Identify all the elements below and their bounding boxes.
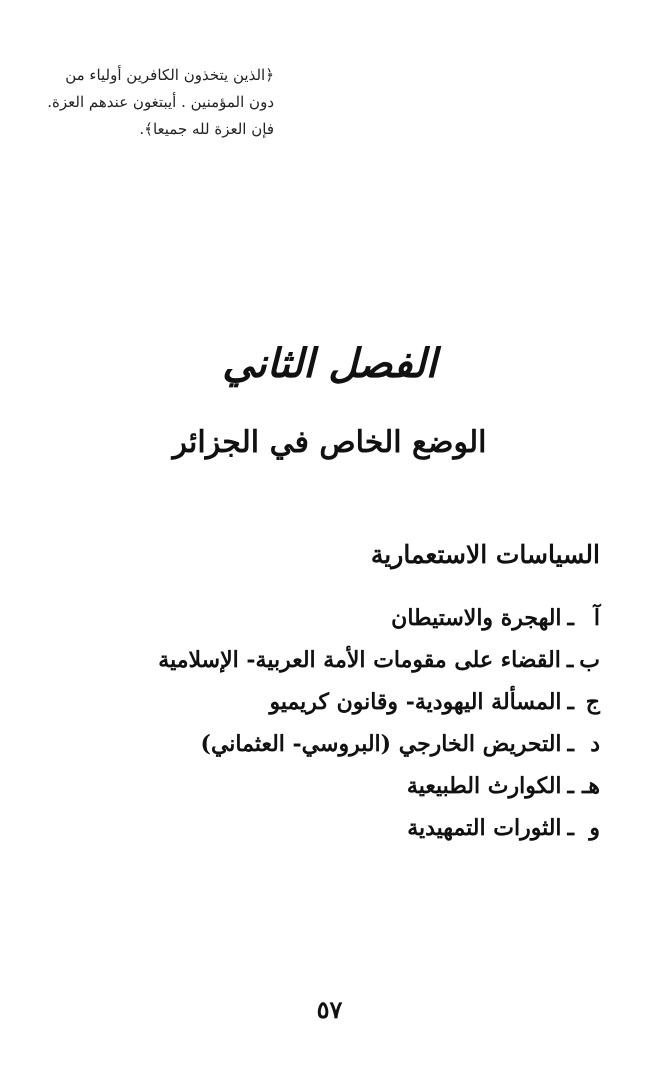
verse-line: دون المؤمنين . أيبتغون عندهم العزة. [47, 93, 274, 111]
toc-item [40, 681, 600, 723]
toc-item-text: التحريض الخارجي (البروسي- العثماني) [200, 731, 562, 757]
toc-item-letter: آ [593, 605, 600, 631]
section-heading: السياسات الاستعمارية [370, 540, 600, 569]
toc-item-separator: ـ [567, 605, 574, 631]
toc-item [40, 807, 600, 849]
toc-item-text: القضاء على مقومات الأمة العربية- الإسلامية [158, 647, 561, 673]
toc-item-separator: ـ [567, 773, 574, 799]
toc-item [40, 597, 600, 639]
toc-item [40, 765, 600, 807]
chapter-label: الفصل الثاني [222, 340, 437, 387]
toc-item-separator: ـ [567, 815, 574, 841]
toc-item-text: الكوارث الطبيعية [406, 773, 562, 799]
toc-item-letter: ب [579, 647, 600, 673]
toc-item-letter: هـ [581, 773, 600, 799]
page-number: ٥٧ [316, 995, 343, 1024]
verse-line: ﴿الذين يتخذون الكافرين أولياء من [65, 66, 274, 84]
chapter-title: الوضع الخاص في الجزائر [172, 425, 487, 460]
toc-item-text: الهجرة والاستيطان [391, 605, 562, 631]
toc-item-text: الثورات التمهيدية [407, 815, 562, 841]
table-of-contents [40, 597, 600, 849]
quranic-verse-epigraph [44, 62, 274, 143]
verse-line: فإن العزة لله جميعا﴾. [139, 120, 274, 138]
toc-item [40, 723, 600, 765]
toc-item-separator: ـ [566, 647, 574, 673]
toc-item-letter: ج [585, 689, 600, 715]
toc-item-separator: ـ [567, 731, 574, 757]
toc-item [40, 639, 600, 681]
toc-item-letter: و [589, 815, 600, 841]
toc-item-separator: ـ [567, 689, 574, 715]
toc-item-text: المسألة اليهودية- وقانون كريميو [269, 689, 562, 715]
toc-item-letter: د [590, 731, 600, 757]
